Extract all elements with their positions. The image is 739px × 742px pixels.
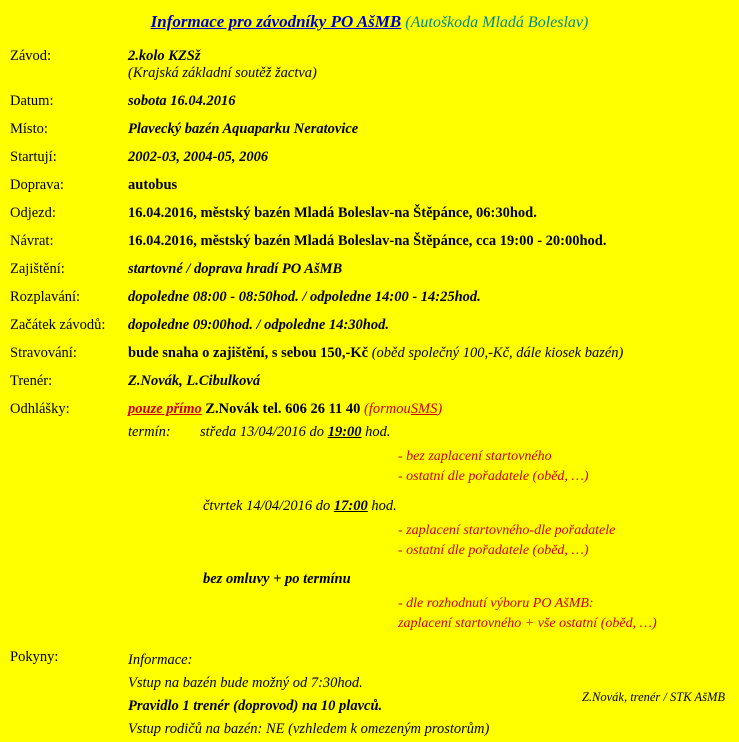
table-row [10, 261, 729, 278]
table-row [10, 177, 729, 194]
value-zacatek: dopoledne 09:00hod. / odpoledne 14:30hod. [128, 317, 389, 333]
table-row [10, 205, 729, 222]
label-startuji: Startují: [10, 149, 57, 165]
page-title [10, 12, 729, 32]
value-zavod-line1: 2.kolo KZSž [128, 48, 201, 64]
table-row [10, 345, 729, 362]
value-navrat: 16.04.2016, městský bazén Mladá Boleslav-na Štěpánce, cca 19:00 - 20:00hod. [128, 233, 607, 249]
odhlasky-termin1-time: 19:00 [327, 424, 362, 440]
odhlasky-kontakt: Z.Novák tel. 606 26 11 40 [205, 401, 361, 417]
info-table [10, 48, 729, 742]
label-datum: Datum: [10, 93, 54, 109]
note-line: - ostatní dle pořadatele (oběd, …) [398, 469, 589, 485]
value-trener: Z.Novák, L.Cibulková [128, 373, 261, 389]
value-startuji: 2002-03, 2004-05, 2006 [128, 149, 269, 165]
label-odhlasky: Odhlášky: [10, 401, 70, 417]
odhlasky-sms: SMS [410, 401, 438, 417]
value-stravovani [128, 345, 729, 362]
label-rozplavani: Rozplavání: [10, 289, 81, 305]
odhlasky-termin2-post: hod. [371, 497, 397, 514]
odhlasky-forma-end: ) [437, 401, 443, 417]
note-line: - ostatní dle pořadatele (oběd, …) [398, 542, 589, 558]
odhlasky-termin1-text: středa 13/04/2016 do [200, 424, 325, 440]
pokyny-line: Vstup na bazén bude možný od 7:30hod. [128, 674, 363, 691]
value-odhlasky [128, 401, 729, 635]
label-misto: Místo: [10, 121, 48, 137]
value-doprava: autobus [128, 177, 178, 193]
table-row [10, 233, 729, 250]
label-stravovani: Stravování: [10, 345, 77, 361]
label-zajisteni: Zajištění: [10, 261, 65, 277]
note-line: - dle rozhodnutí výboru PO AšMB: [398, 596, 594, 612]
table-row [10, 373, 729, 390]
table-row [10, 48, 729, 82]
note-line: zaplacení startovného + vše ostatní (oběd, …) [398, 616, 657, 632]
label-odjezd: Odjezd: [10, 205, 56, 221]
label-zacatek: Začátek závodů: [10, 317, 106, 333]
odhlasky-notes-3 [398, 594, 729, 635]
label-doprava: Doprava: [10, 177, 64, 193]
odhlasky-notes-2 [398, 521, 729, 562]
value-odjezd: 16.04.2016, městský bazén Mladá Boleslav-na Štěpánce, 06:30hod. [128, 205, 537, 221]
value-rozplavani: dopoledne 08:00 - 08:50hod. / odpoledne 14:00 - 14:25hod. [128, 289, 481, 305]
odhlasky-termin-label: termín: [128, 424, 171, 440]
table-row [10, 149, 729, 166]
table-row [10, 289, 729, 306]
page-title-main: Informace pro závodníky PO AšMB [150, 12, 402, 31]
page-title-sub: (Autoškoda Mladá Boleslav) [405, 14, 589, 31]
value-datum: sobota 16.04.2016 [128, 93, 236, 109]
odhlasky-termin1-post: hod. [365, 424, 391, 440]
value-zajisteni: startovné / doprava hradí PO AšMB [128, 261, 343, 277]
odhlasky-termin2-time: 17:00 [333, 497, 368, 514]
value-zavod [128, 48, 729, 82]
page-footer: Z.Novák, trenér / STK AšMB [581, 690, 725, 704]
label-pokyny: Pokyny: [10, 648, 59, 665]
note-line: - bez zaplacení startovného [398, 449, 552, 464]
odhlasky-forma: (formou [364, 401, 411, 417]
label-zavod: Závod: [10, 48, 52, 64]
odhlasky-termin2-text: čtvrtek 14/04/2016 do [203, 497, 331, 514]
pokyny-line: Pravidlo 1 trenér (doprovod) na 10 plavců. [128, 698, 383, 715]
pokyny-line: Vstup rodičů na bazén: NE (vzhledem k omezeným prostorům) [128, 721, 490, 738]
table-row [10, 401, 729, 635]
value-stravovani-note: (oběd společný 100,-Kč, dále kiosek bazén) [371, 345, 624, 361]
odhlasky-termin3: bez omluvy + po termínu [203, 571, 351, 588]
value-misto: Plavecký bazén Aquaparku Neratovice [128, 121, 359, 137]
odhlasky-termin2 [203, 498, 729, 515]
table-row [10, 317, 729, 334]
odhlasky-termin1 [128, 424, 729, 441]
label-navrat: Návrat: [10, 233, 54, 249]
odhlasky-contact-line [128, 401, 729, 418]
odhlasky-notes-1 [398, 447, 729, 488]
table-row [10, 121, 729, 138]
value-stravovani-bold: bude snaha o zajištění, s sebou 150,-Kč [128, 345, 369, 361]
pokyny-heading: Informace: [128, 651, 193, 668]
note-line: - zaplacení startovného-dle pořadatele [398, 522, 616, 538]
label-trener: Trenér: [10, 373, 53, 389]
odhlasky-primo: pouze přímo [128, 401, 202, 417]
table-row [10, 93, 729, 110]
value-zavod-line2: (Krajská základní soutěž žactva) [128, 65, 317, 81]
